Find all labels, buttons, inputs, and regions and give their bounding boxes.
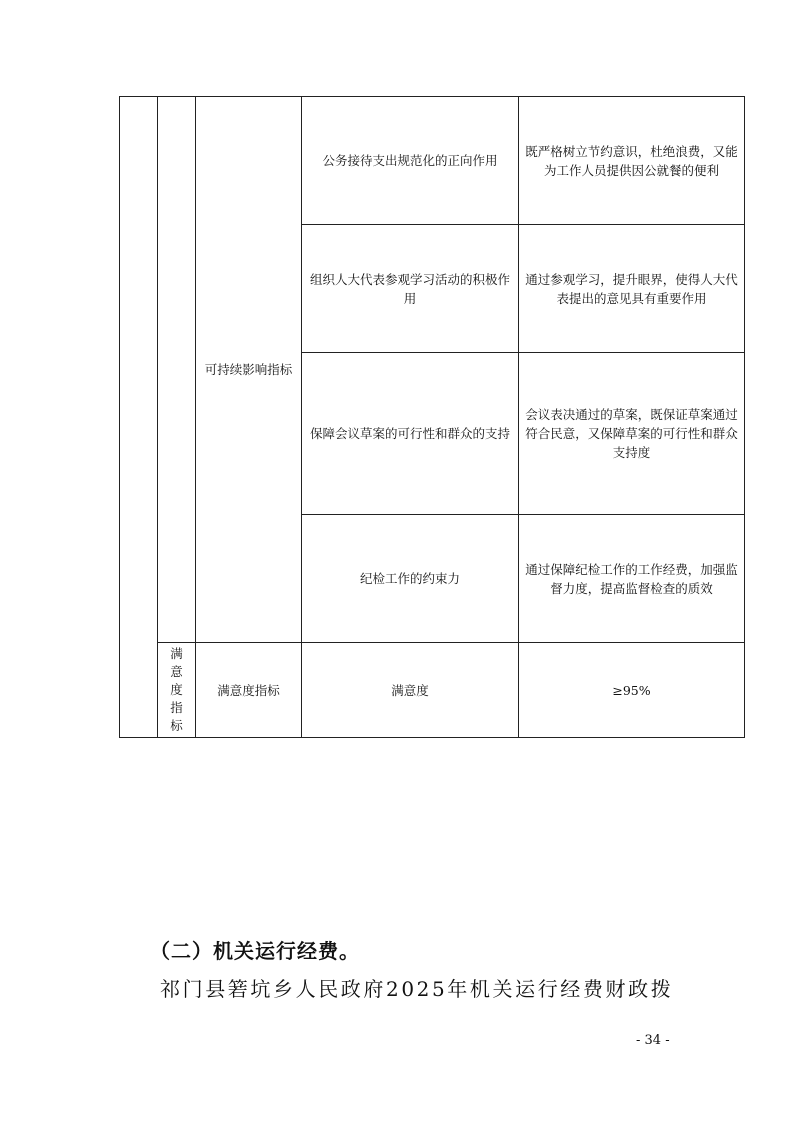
satisfaction-level2-cell (158, 643, 196, 738)
table-row (120, 643, 745, 738)
body-text: 祁门县箬坑乡人民政府2025年机关运行经费财政拨 (160, 977, 674, 1001)
level1-cell (120, 97, 158, 738)
value-cell: 既严格树立节约意识，杜绝浪费，又能为工作人员提供因公就餐的便利 (519, 97, 745, 225)
vertical-char: 满 (170, 646, 183, 661)
vertical-char: 标 (170, 718, 183, 733)
indicator-cell: 公务接待支出规范化的正向作用 (302, 97, 519, 225)
satisfaction-level3-cell: 满意度指标 (196, 643, 302, 738)
page-number: - 34 - (636, 1033, 670, 1048)
indicator-cell: 保障会议草案的可行性和群众的支持 (302, 353, 519, 515)
indicator-cell: 组织人大代表参观学习活动的积极作用 (302, 225, 519, 353)
table-row (120, 97, 745, 225)
satisfaction-level2-label (170, 645, 184, 735)
satisfaction-value-cell: ≥95% (519, 643, 745, 738)
vertical-char: 意 (170, 664, 183, 679)
indicator-cell: 纪检工作的约束力 (302, 515, 519, 643)
value-cell: 通过参观学习，提升眼界，使得人大代表提出的意见具有重要作用 (519, 225, 745, 353)
vertical-char: 指 (170, 700, 183, 715)
satisfaction-indicator-cell: 满意度 (302, 643, 519, 738)
sustainable-indicator-cell: 可持续影响指标 (196, 97, 302, 643)
vertical-char: 度 (170, 682, 183, 697)
section-heading: （二）机关运行经费。 (150, 939, 360, 963)
value-cell: 通过保障纪检工作的工作经费，加强监督力度，提高监督检查的质效 (519, 515, 745, 643)
value-cell: 会议表决通过的草案，既保证草案通过符合民意，又保障草案的可行性和群众支持度 (519, 353, 745, 515)
level2-cell (158, 97, 196, 643)
performance-table (119, 96, 745, 738)
